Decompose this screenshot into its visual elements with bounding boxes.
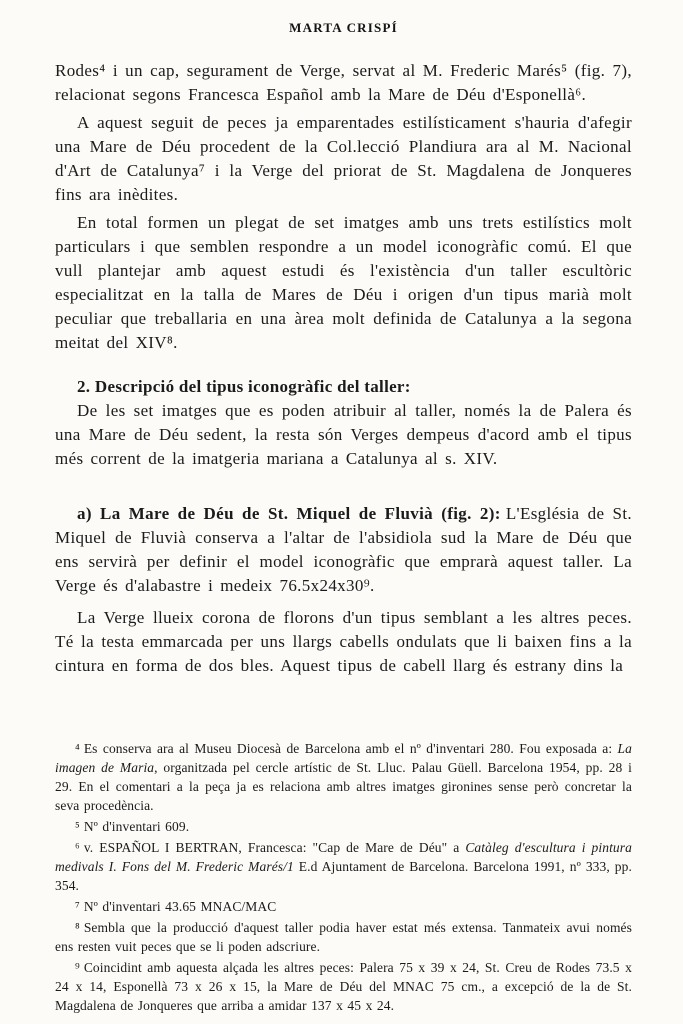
paragraph-seguit-peces: A aquest seguit de peces ja emparentades estilísticament s'hauria d'afegir una Mare de Déu procedent de la Col.lecció Plandiura ara al M. Nacional d'Art de Catalunya⁷ i la Verge del priorat de St. Magdalena de Jonqueres fins ara inèdites. <box>55 113 632 204</box>
footnote-text: Es conserva ara al Museu Diocesà de Barcelona amb el nº d'inventari 280. Fou exposada a: <box>83 741 618 756</box>
paragraph-verge-corona: La Verge llueix corona de florons d'un tipus semblant a les altres peces. Té la testa emmarcada per uns llargs cabells ondulats que li baixen fins a la cintura en forma de dos bles. Aquest tipus de cabell llarg és estrany dins la <box>55 608 632 675</box>
footnote-marker: ⁶ <box>75 840 80 855</box>
footnote-marker: ⁹ <box>75 960 80 975</box>
subsection-lead: a) La Mare de Déu de St. Miquel de Fluvià (fig. 2): <box>77 504 501 523</box>
subsection-text: L'Església de St. Miquel de Fluvià conserva a l'altar de l'absidiola sud la Mare de Déu que ens servirà per definir el model iconogràfic que emprarà aquest taller. La Verge és d'alabastre i medeix 76.5x24x30⁹. <box>55 504 632 595</box>
footnote-8 <box>55 918 632 956</box>
footnote-7 <box>55 897 632 916</box>
footnote-6 <box>55 838 632 895</box>
body-text <box>55 59 632 678</box>
footnote-5 <box>55 817 632 836</box>
footnote-marker: ⁵ <box>75 819 80 834</box>
footnotes-section <box>55 739 632 1017</box>
footnote-italic-title: Catàleg d'escultura i pintura medivals I. Fons del M. Frederic Marés/1 <box>55 840 632 874</box>
footnote-text: v. ESPAÑOL I BERTRAN, Francesca: "Cap de Mare de Déu" a <box>83 840 466 855</box>
paragraph-set-imatges: De les set imatges que es poden atribuir al taller, només la de Palera és una Mare de Déu sedent, la resta són Verges dempeus d'acord amb el tipus més corrent de la imatgeria mariana a Catalunya al s. XIV. <box>55 401 632 468</box>
paragraph-fluvia <box>55 502 632 598</box>
footnote-4 <box>55 739 632 815</box>
footnote-text: , organitzada pel cercle artístic de St. Lluc. Palau Güell. Barcelona 1954, pp. 28 i 29. En el comentari a la peça ja es relaciona amb altres imatges gironines sense però concretar la seva procedència. <box>55 760 632 813</box>
footnote-marker: ⁴ <box>75 741 80 756</box>
section-heading: 2. Descripció del tipus iconogràfic del taller: <box>77 377 411 396</box>
footnote-text: Coincidint amb aquesta alçada les altres peces: Palera 75 x 39 x 24, St. Creu de Rodes 73.5 x 24 x 14, Esponellà 73 x 26 x 15, la Mare de Déu del MNAC 75 cm., a excepció de la de St. Magdalena de Jonqueres que arriba a amidar 137 x 45 x 24. <box>55 960 632 1013</box>
footnote-marker: ⁷ <box>75 899 80 914</box>
footnote-italic-title: La imagen de Maria <box>55 741 632 775</box>
running-header: MARTA CRISPÍ <box>289 20 398 35</box>
footnote-text: Sembla que la producció d'aquest taller podia haver estat més extensa. Tanmateix avui només ens resten vuit peces que se li poden adscriure. <box>55 920 632 954</box>
paragraph-en-total: En total formen un plegat de set imatges amb uns trets estilístics molt particulars i que semblen respondre a un model iconogràfic comú. El que vull plantejar amb aquest estudi és l'existència d'un taller escultòric especialitzat en la talla de Mares de Déu i origen d'un tipus marià molt peculiar que treballaria en una àrea molt definida de Catalunya a la segona meitat del XIV⁸. <box>55 213 632 352</box>
footnote-marker: ⁸ <box>75 920 80 935</box>
paragraph-rodes-cap: Rodes⁴ i un cap, segurament de Verge, servat al M. Frederic Marés⁵ (fig. 7), relacionat segons Francesca Español amb la Mare de Déu d'Esponellà⁶. <box>55 61 632 104</box>
footnote-9 <box>55 958 632 1015</box>
footnote-text: Nº d'inventari 609. <box>83 819 190 834</box>
footnote-text: Nº d'inventari 43.65 MNAC/MAC <box>83 899 277 914</box>
footnote-text: E.d Ajuntament de Barcelona. Barcelona 1991, nº 333, pp. 354. <box>55 859 632 893</box>
